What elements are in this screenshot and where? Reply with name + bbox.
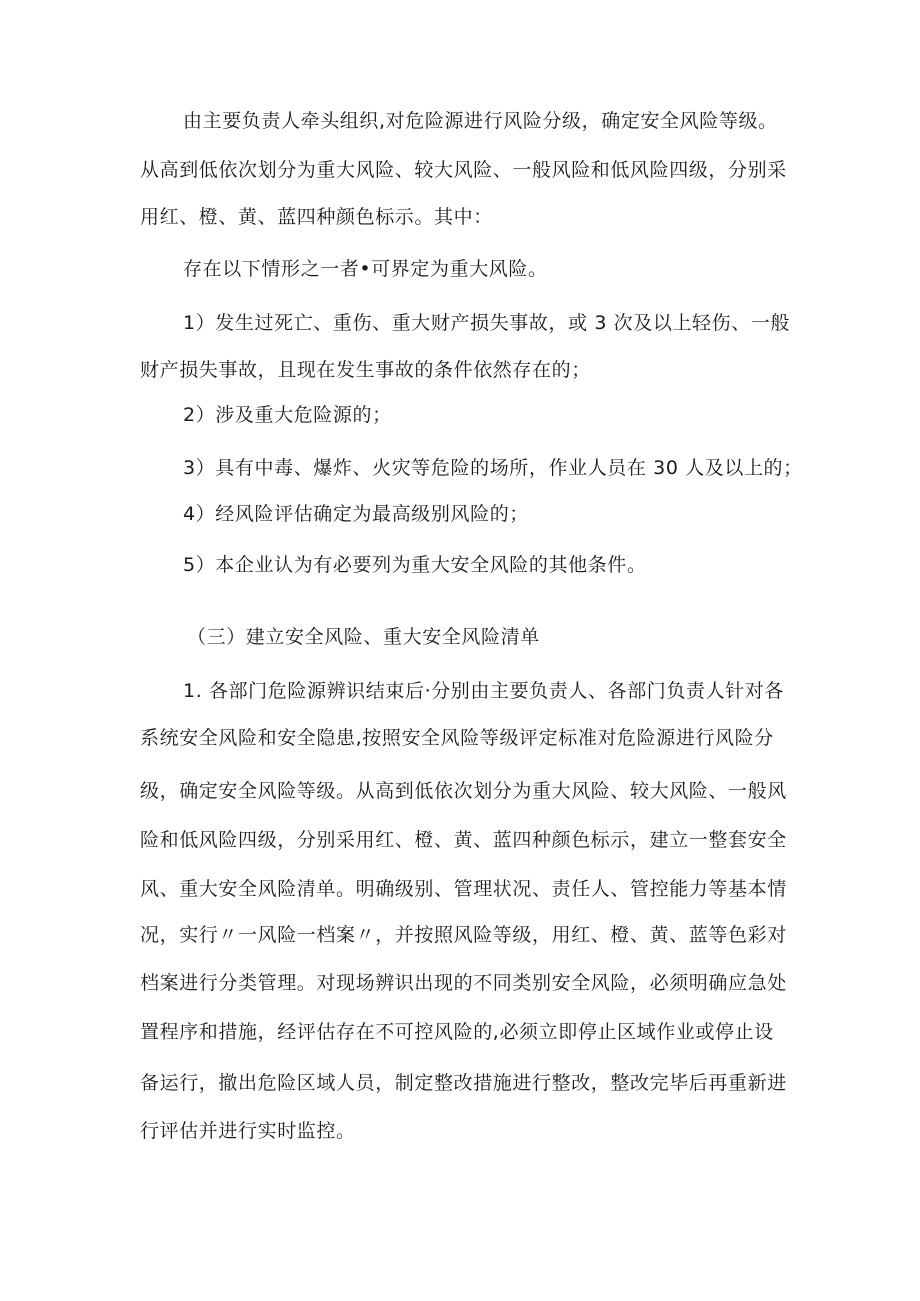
section-heading: （三）建立安全风险、重大安全风险清单 bbox=[187, 626, 540, 648]
para-line-2: 系统安全风险和安全隐患,按照安全风险等级评定标准对危险源进行风险分 bbox=[140, 727, 774, 749]
list-item-5: 5）本企业认为有必要列为重大安全风险的其他条件。 bbox=[183, 554, 647, 576]
para-line-7: 档案进行分类管理。对现场辨识出现的不同类别安全风险，必须明确应急处 bbox=[140, 972, 787, 994]
list-item-3: 3）具有中毒、爆炸、火灾等危险的场所，作业人员在 30 人及以上的； bbox=[183, 457, 803, 479]
list-item-1-line-2: 财产损失事故，且现在发生事故的条件依然存在的； bbox=[140, 359, 591, 381]
list-item-1-line-1: 1）发生过死亡、重伤、重大财产损失事故，或 3 次及以上轻伤、一般 bbox=[183, 312, 791, 334]
para-line-3: 级，确定安全风险等级。从高到低依次划分为重大风险、较大风险、一般风 bbox=[140, 780, 787, 802]
para-line-6: 况，实行〃一风险一档案〃，并按照风险等级，用红、橙、黄、蓝等色彩对 bbox=[140, 924, 787, 946]
list-item-4: 4）经风险评估确定为最高级别风险的； bbox=[183, 503, 529, 525]
para-line-5: 风、重大安全风险清单。明确级别、管理状况、责任人、管控能力等基本情 bbox=[140, 878, 787, 900]
text-line-2: 从高到低依次划分为重大风险、较大风险、一般风险和低风险四级，分别采 bbox=[140, 159, 787, 181]
para-line-4: 险和低风险四级，分别采用红、橙、黄、蓝四种颜色标示，建立一整套安全 bbox=[140, 829, 787, 851]
text-line-4: 存在以下情形之一者•可界定为重大风险。 bbox=[183, 258, 548, 280]
text-line-3: 用红、橙、黄、蓝四种颜色标示。其中： bbox=[140, 206, 493, 228]
para-line-10: 行评估并进行实时监控。 bbox=[140, 1120, 356, 1142]
list-item-2: 2）涉及重大危险源的； bbox=[183, 404, 392, 426]
para-line-8: 置程序和措施，经评估存在不可控风险的,必须立即停止区域作业或停止设 bbox=[140, 1021, 774, 1043]
para-line-1: 1. 各部门危险源辨识结束后·分别由主要负责人、各部门负责人针对各 bbox=[183, 680, 785, 702]
para-line-9: 备运行，撤出危险区域人员，制定整改措施进行整改，整改完毕后再重新进 bbox=[140, 1072, 787, 1094]
text-line-1: 由主要负责人牵头组织,对危险源进行风险分级，确定安全风险等级。 bbox=[183, 110, 778, 132]
